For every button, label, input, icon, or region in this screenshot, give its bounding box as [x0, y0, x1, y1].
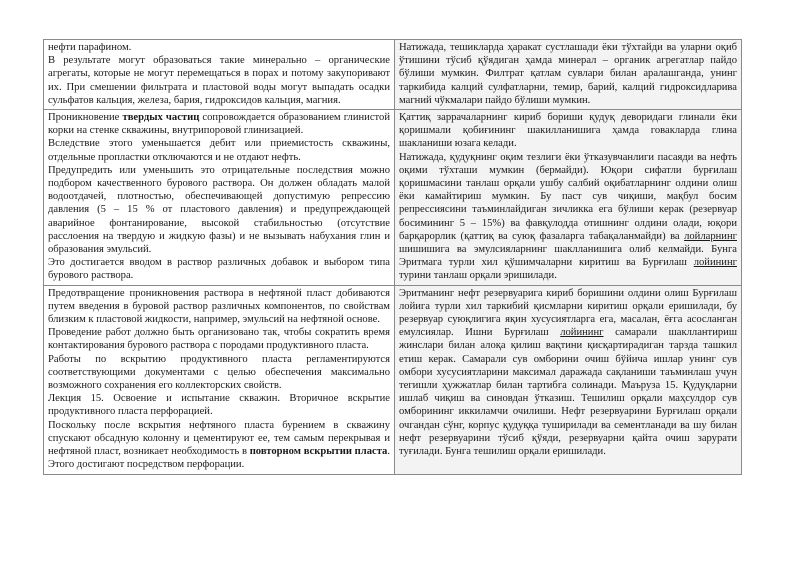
russian-cell-3	[44, 285, 395, 474]
underlined-word: лойининг	[693, 257, 737, 269]
paragraph: Натижада, қудуқнинг оқим тезлиги ёки ўтказувчанлиги пасаяди ва нефть оқими тўхташи мумкин (бермайди). Юқори сифатли бурғилаш қоришмасини танлаш орқали ушбу салбий оқибатларнинг олдини олиш ёки камайтириш мумкин. Бу паст сув чиқиши, мақбул босим репрессиясини таъминлайдиган зичликка ега бўлиши керак (резервуар босимининг 5 – 15%) ва фавқулодда отишнинг олдини олади, юқори барқарорлик (қаттиқ ва суюқ фазаларга табақаланмайди) ва лойларнинг шишишига ва эмулсияларнинг шаклланишига олиб келмайди. Бунга Эритмага турли хил қўшимчаларни киритиш ва Бурғилаш лойининг турини танлаш орқали эришилади.	[399, 151, 737, 282]
uzbek-cell-1	[395, 40, 742, 110]
underlined-word: лойларнинг	[684, 230, 737, 242]
paragraph: В результате могут образоваться такие минерально – органические агрегаты, которые не могут перемещаться в порах и потому закупоривают их. При смешении фильтрата и пластовой воды могут выпадать осадки сульфатов кальция, железа, бария, гидроксидов кальция, магния.	[48, 55, 390, 106]
paragraph: Предотвращение проникновения раствора в нефтяной пласт добиваются путем введения в буровой раствор различных компонентов, по свойствам близким к пластовой жидкости, например, эмульсий на нефтяной основе.	[48, 287, 390, 326]
uzbek-cell-2	[395, 110, 742, 286]
underlined-word: лойининг	[560, 327, 604, 339]
table-row-3	[44, 285, 742, 474]
document-page	[43, 39, 742, 475]
bilingual-table	[43, 39, 742, 475]
paragraph: нефти парафином.	[48, 42, 132, 53]
paragraph: Проведение работ должно быть организовано так, чтобы сократить время контактирования бурового раствора с породами продуктивного пласта.	[48, 327, 390, 352]
paragraph: Это достигается вводом в раствор различных добавок и выбором типа бурового раствора.	[48, 257, 390, 282]
paragraph: Работы по вскрытию продуктивного пласта регламентируются соответствующими документами с целью обеспечения максимально возможного сохранения его коллекторских свойств.	[48, 353, 390, 392]
russian-cell-2	[44, 110, 395, 286]
table-row-1	[44, 40, 742, 110]
table-row-2	[44, 110, 742, 286]
paragraph: Поскольку после вскрытия нефтяного пласта бурением в скважину спускают обсадную колонну и цементируют ее, тем самым перекрывая и нефтяной пласт, возникает необходимость в повторном вскрытии пласта. Этого достигают посредством перфорации.	[48, 419, 391, 471]
paragraph: Вследствие этого уменьшается дебит или приемистость скважины, отдельные пропластки отключаются и не отдают нефть.	[48, 138, 390, 163]
russian-cell-1	[44, 40, 395, 110]
paragraph: Лекция 15. Освоение и испытание скважин. Вторичное вскрытие продуктивного пласта перфорацией.	[48, 393, 390, 418]
bold-term: твердых частиц	[122, 112, 200, 124]
bold-term: повторном вскрытии пласта	[249, 446, 388, 458]
paragraph: Натижада, тешикларда ҳаракат сустлашади ёки тўхтайди ва уларни оқиб ўтишини тўсиб қўядиган ҳамда минерал – органик агрегатлар пайдо бўлиши мумкин. Филтрат қатлам сувлари билан аралашганда, унинг таркибида калций сулфатларни, темир, барий, калций гидроксидларива магний чўкмалари пайдо бўлиши мумкин.	[399, 42, 737, 106]
paragraph: Эритманинг нефт резервуарига кириб боришини олдини олиш Бурғилаш лойига турли хил таркибий қисмларни киритиш орқали еришилади, бу резервуар суюқлигига яқин хусусиятларга ега, масалан, ёғга асосланган емулсиялар. Ишни Бурғилаш лойининг самарали шакллантириш жинслари билан алоқа қилиш вақтини қисқартирадиган тарзда ташкил етиш керак. Самарали сув омборини очиш бўйича ишлар унинг сув омбори хусусиятларини максимал даражада сақланиши таъминлаш учун тегишли ҳужжатлар билан тартибга солинади. Маъруза 15. Қудуқларни ишлаб чиқиш ва синовдан ўтказиш. Тешилиш орқали маҳсулдор сув омборининг иккиламчи очилиши. Нефт резервуарини Бурғилаш орқали очгандан сўнг, корпус қудуққа туширилади ва сементланади ва шу билан нефт резервуарини тўсиб қўяди, резервуарни қайта очиш зарурати туғилади. Бунга тешилиш орқали еришилади.	[399, 287, 737, 458]
paragraph: Проникновение твердых частиц сопровождается образованием глинистой корки на стенке скважины, внутрипоровой глинизацией.	[48, 112, 390, 137]
uzbek-cell-3	[395, 285, 742, 474]
paragraph: Қаттиқ заррачаларнинг кириб бориши қудуқ деворидаги глинали ёки қоришмали қобиғининг шакилланишига ҳамда говаклардa глина шакланиши юзага келади.	[399, 112, 737, 150]
paragraph: Предупредить или уменьшить это отрицательные последствия можно подбором качественного бурового раствора. Он должен обладать малой водоотдачей, плотностью, обеспечивающей допустимую репрессию давления (5 – 15 % от пластового давления) и предупреждающей аварийное фонтанирование, высокой стабильностью (отсутствие расслоения на твердую и жидкую фазы) и не вызывать набухания глин и образования эмульсий.	[48, 164, 390, 256]
